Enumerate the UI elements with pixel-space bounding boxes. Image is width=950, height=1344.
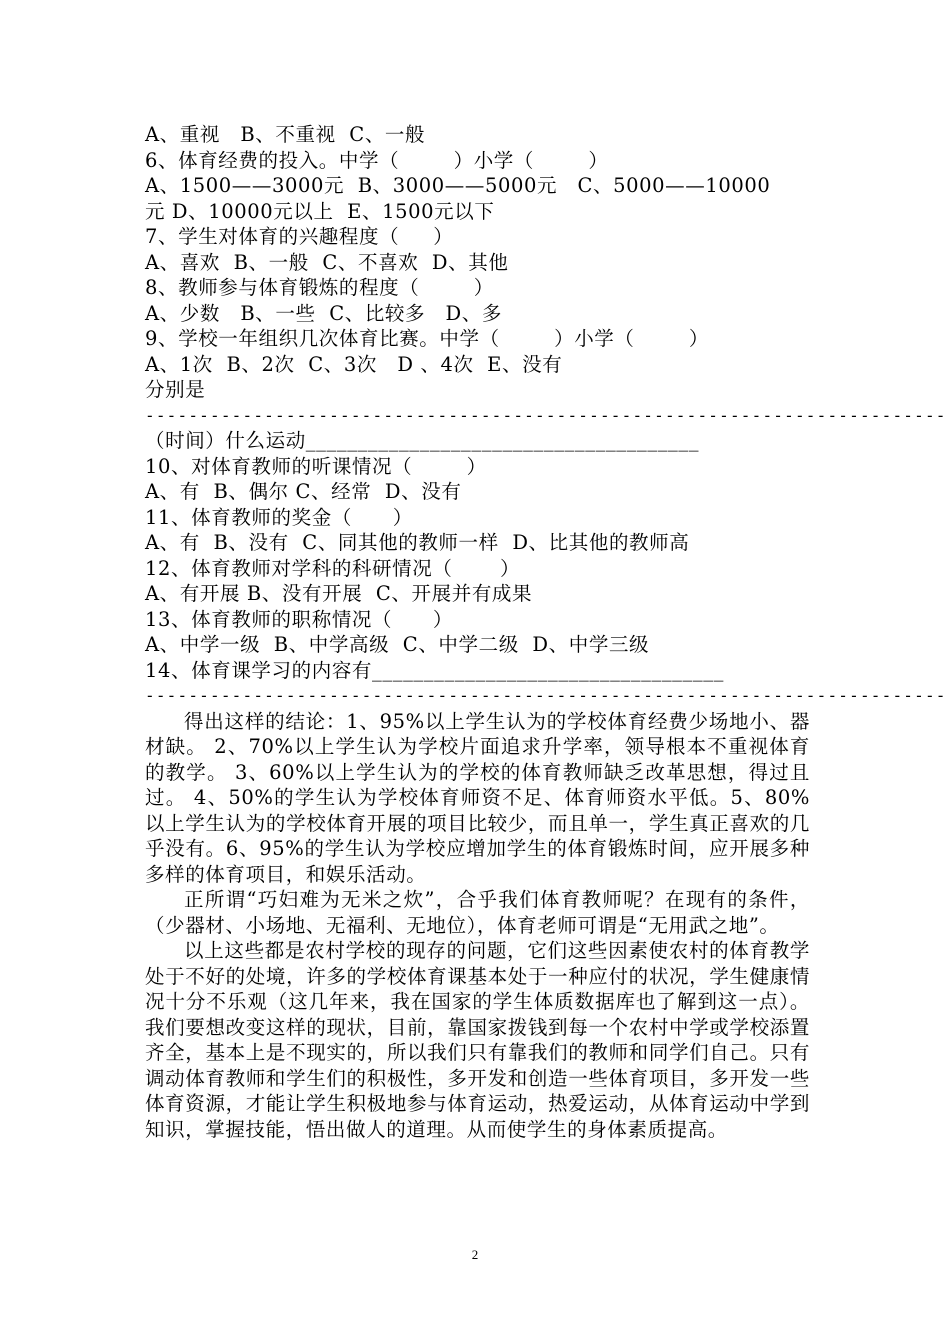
option-line: A、1次 B、2次 C、3次 D 、4次 E、没有 <box>145 352 563 376</box>
question-line: 7、学生对体育的兴趣程度（ ） <box>145 225 454 248</box>
option-line: A、有开展 B、没有开展 C、开展并有成果 <box>145 582 533 605</box>
option-line: A、中学一级 B、中学高级 C、中学二级 D、中学三级 <box>145 633 650 656</box>
question-line: 12、体育教师对学科的科研情况（ ） <box>145 556 521 580</box>
question-line: 9、学校一年组织几次体育比赛。中学（ ）小学（ ） <box>145 327 709 350</box>
option-line: A、喜欢 B、一般 C、不喜欢 D、其他 <box>145 250 509 274</box>
fill-in-line: （时间）什么运动______________________________________ <box>145 429 700 452</box>
option-line: A、少数 B、一些 C、比较多 D、多 <box>145 301 502 325</box>
question-line: 8、教师参与体育锻炼的程度（ ） <box>145 276 494 299</box>
option-line: A、有 B、偶尔 C、经常 D、没有 <box>145 480 462 503</box>
question-line: 10、对体育教师的听课情况（ ） <box>145 454 487 478</box>
option-line: A、有 B、没有 C、同其他的教师一样 D、比其他的教师高 <box>145 531 690 554</box>
page-number: 2 <box>471 1247 479 1262</box>
dashed-divider: -------------------------------------------------------------------------- <box>145 686 947 705</box>
fill-in-line: 14、体育课学习的内容有__________________________________ <box>145 658 724 682</box>
text-line: 分别是 <box>145 378 206 401</box>
question-line: 6、体育经费的投入。中学（ ）小学（ ） <box>145 148 609 172</box>
proverb-paragraph: 正所谓“巧妇难为无米之炊”，合乎我们体育教师呢？在现有的条件，（少器材、小场地、无福利、无地位），体育老师可谓是“无用武之地”。 <box>145 888 810 937</box>
option-line: 元 D、10000元以上 E、1500元以下 <box>145 199 495 223</box>
option-line: A、重视 B、不重视 C、一般 <box>145 123 426 146</box>
conclusion-paragraph: 得出这样的结论：1、95%以上学生认为的学校体育经费少场地小、器材缺。 2、70%以上学生认为学校片面追求升学率，领导根本不重视体育的教学。 3、60%以上学生认为的学校的体育教师缺乏改革思想，得过且过。 4、50%的学生认为学校体育师资不足、体育师资水平低。5、80%以上学生认为的学校体育开展的项目比较少，而且单一，学生真正喜欢的几乎没有。6、95%的学生认为学校应增加学生的体育锻炼时间，应开展多种多样的体育项目，和娱乐活动。 <box>145 709 810 886</box>
option-line: A、1500——3000元 B、3000——5000元 C、5000——10000 <box>145 174 771 197</box>
question-line: 11、体育教师的奖金（ ） <box>145 505 413 529</box>
closing-paragraph: 以上这些都是农村学校的现存的问题，它们这些因素使农村的体育教学处于不好的处境，许多的学校体育课基本处于一种应付的状况，学生健康情况十分不乐观（这几年来，我在国家的学生体质数据库也了解到这一点）。我们要想改变这样的现状，目前，靠国家拨钱到每一个农村中学或学校添置齐全，基本上是不现实的，所以我们只有靠我们的教师和同学们自己。只有调动体育教师和学生们的积极性，多开发和创造一些体育项目，多开发一些体育资源，才能让学生积极地参与体育运动，热爱运动，从体育运动中学到知识，掌握技能，悟出做人的道理。从而使学生的身体素质提高。 <box>145 939 810 1141</box>
dashed-divider: -------------------------------------------------------------------------- <box>145 405 947 425</box>
document-body <box>145 122 947 1142</box>
question-line: 13、体育教师的职称情况（ ） <box>145 607 454 631</box>
